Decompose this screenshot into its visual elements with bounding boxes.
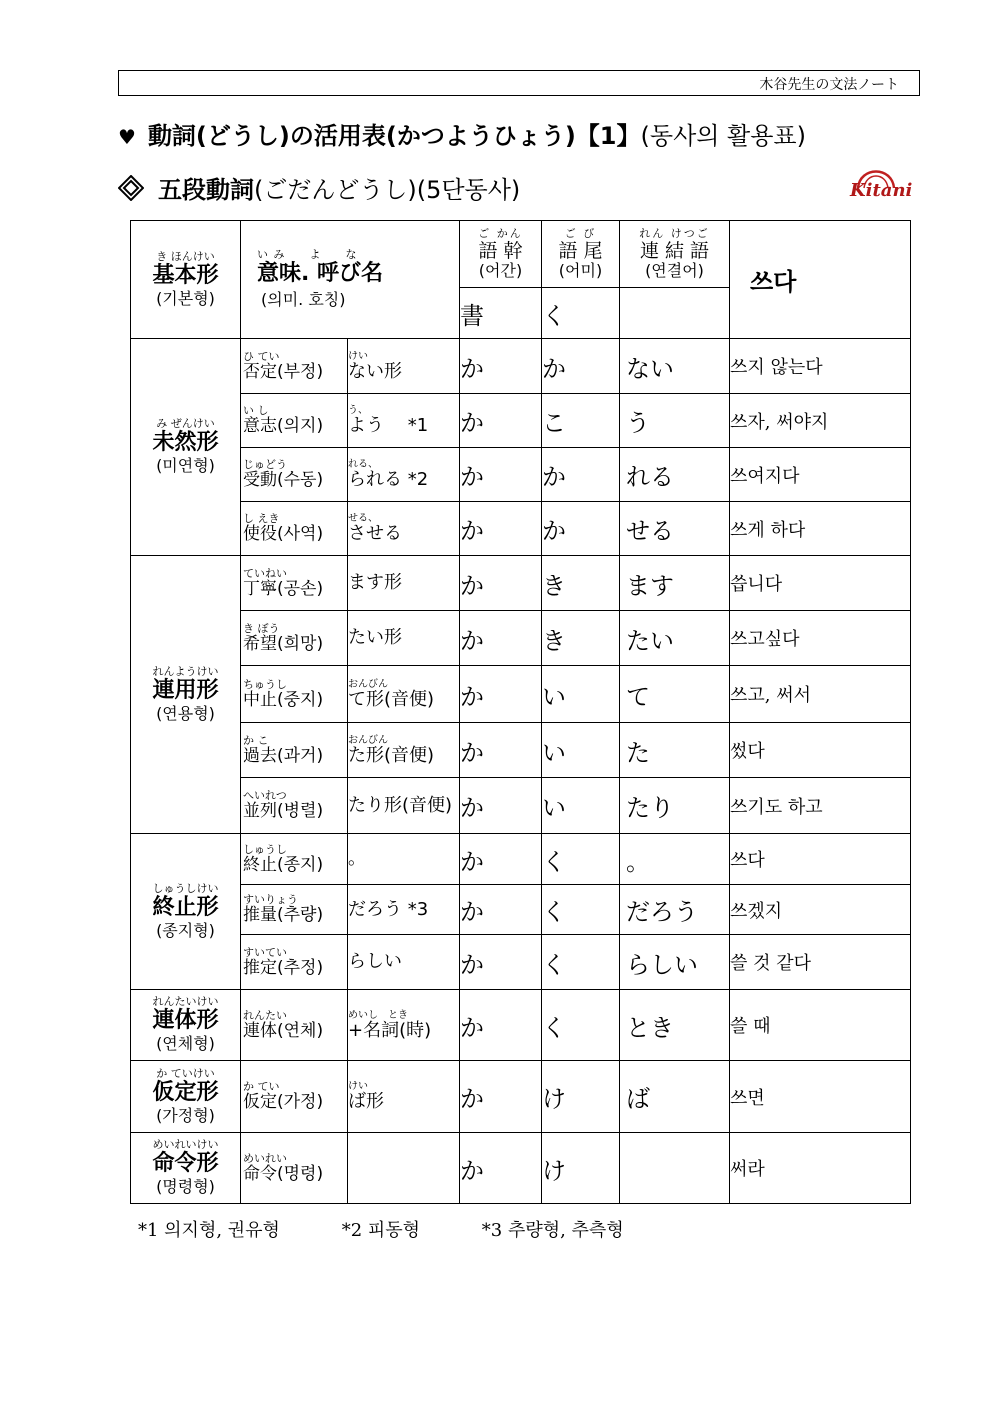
meaning-cell: し えき 使役(사역) [241, 502, 348, 556]
gobi-cell: き [542, 556, 620, 611]
meaning-cell: か てい 仮定(가정) [241, 1061, 348, 1133]
form-name-cell: れんたいけい 連体形 (연체형) [131, 990, 241, 1061]
header-imi: い み よ な 意味. 呼び名 (의미. 호칭) [241, 221, 460, 339]
header-note: 木谷先生の文法ノート [759, 77, 899, 93]
form-cell: けい ない形 [348, 339, 460, 394]
form-cell: めいし とき +名詞(時) [348, 990, 460, 1061]
korean-cell: 써라 [730, 1133, 911, 1204]
form-name-cell: しゅうしけい 終止形 (종지형) [131, 834, 241, 990]
gobi-cell: く [542, 834, 620, 885]
renketsu-cell: ない [620, 339, 730, 394]
korean-cell: 씁니다 [730, 556, 911, 611]
gokan-cell: か [460, 339, 542, 394]
section-title [118, 170, 520, 205]
gobi-cell: き [542, 611, 620, 666]
diamond-icon [118, 175, 144, 201]
footnote-3: *3 추량형, 추측형 [481, 1220, 624, 1241]
gokan-cell: か [460, 556, 542, 611]
korean-cell: 쓰고싶다 [730, 611, 911, 666]
form-cell: れる、 られる *2 [348, 448, 460, 502]
gobi-cell: く [542, 935, 620, 990]
form-cell [348, 1133, 460, 1204]
korean-cell: 썼다 [730, 723, 911, 778]
korean-cell: 쓰다 [730, 834, 911, 885]
renketsu-cell: たり [620, 778, 730, 834]
renketsu-cell: だろう [620, 885, 730, 935]
section-title-main: 五段動詞 [158, 176, 254, 204]
gobi-cell: け [542, 1133, 620, 1204]
gokan-cell: か [460, 885, 542, 935]
gobi-cell: か [542, 339, 620, 394]
form-name-cell: み ぜんけい 未然形 (미연형) [131, 339, 241, 556]
form-cell: らしい [348, 935, 460, 990]
renketsu-cell: ます [620, 556, 730, 611]
form-cell: 。 [348, 834, 460, 885]
renketsu-cell: た [620, 723, 730, 778]
stem-kanji: 書 [460, 288, 542, 339]
meaning-cell: い し 意志(의지) [241, 394, 348, 448]
form-cell: う、 よう *1 [348, 394, 460, 448]
gobi-cell: か [542, 448, 620, 502]
table-row [131, 990, 911, 1061]
gobi-cell: く [542, 885, 620, 935]
gokan-cell: か [460, 778, 542, 834]
gokan-cell: か [460, 611, 542, 666]
form-cell: だろう *3 [348, 885, 460, 935]
form-cell: けい ば形 [348, 1061, 460, 1133]
renketsu-cell [620, 1133, 730, 1204]
table-row [131, 935, 911, 990]
conjugation-table [130, 220, 911, 1204]
title-main: 動詞(どうし)の活用表(かつようひょう)【1】 [147, 122, 641, 150]
table-row [131, 394, 911, 448]
korean-cell: 쓸 것 같다 [730, 935, 911, 990]
meaning-cell: すいてい 推定(추정) [241, 935, 348, 990]
form-cell: ます形 [348, 556, 460, 611]
page-title [118, 116, 806, 151]
header-kihon: き ほんけい 基本形 (기본형) [131, 221, 241, 339]
meaning-cell: めいれい 命令(명령) [241, 1133, 348, 1204]
renketsu-cell: 。 [620, 834, 730, 885]
renketsu-cell: せる [620, 502, 730, 556]
form-cell: たり形(音便) [348, 778, 460, 834]
header-gobi: ご び 語 尾 (어미) [542, 221, 620, 288]
footnote-1: *1 의지형, 권유형 [138, 1220, 280, 1241]
gobi-cell: い [542, 666, 620, 723]
renketsu-cell: ば [620, 1061, 730, 1133]
gokan-cell: か [460, 502, 542, 556]
gobi-cell: か [542, 502, 620, 556]
gokan-cell: か [460, 448, 542, 502]
gokan-cell: か [460, 394, 542, 448]
renketsu-cell: う [620, 394, 730, 448]
gobi-cell: い [542, 778, 620, 834]
gokan-cell: か [460, 990, 542, 1061]
gokan-cell: か [460, 935, 542, 990]
form-name-cell: めいれいけい 命令形 (명령형) [131, 1133, 241, 1204]
table-row [131, 834, 911, 885]
korean-cell: 쓰고, 써서 [730, 666, 911, 723]
korean-cell: 쓰게 하다 [730, 502, 911, 556]
meaning-cell: へいれつ 並列(병렬) [241, 778, 348, 834]
section-title-reading: (ごだんどうし) [254, 176, 417, 204]
gobi-cell: い [542, 723, 620, 778]
korean-cell: 쓰겠지 [730, 885, 911, 935]
gokan-cell: か [460, 834, 542, 885]
gobi-cell: く [542, 990, 620, 1061]
meaning-cell: じゅどう 受動(수동) [241, 448, 348, 502]
gokan-cell: か [460, 1061, 542, 1133]
table-row [131, 339, 911, 394]
stem-ending: く [542, 288, 620, 339]
meaning-cell: れんたい 連体(연체) [241, 990, 348, 1061]
korean-cell: 쓰기도 하고 [730, 778, 911, 834]
logo-text: Kitani [850, 180, 913, 201]
gokan-cell: か [460, 723, 542, 778]
header-verb-korean: 쓰다 [730, 221, 911, 339]
renketsu-cell: たい [620, 611, 730, 666]
renketsu-cell: れる [620, 448, 730, 502]
korean-cell: 쓰여지다 [730, 448, 911, 502]
meaning-cell: き ぼう 希望(희망) [241, 611, 348, 666]
meaning-cell: しゅうし 終止(종지) [241, 834, 348, 885]
meaning-cell: ていねい 丁寧(공손) [241, 556, 348, 611]
gobi-cell: こ [542, 394, 620, 448]
table-row [131, 723, 911, 778]
table-row [131, 1061, 911, 1133]
form-cell: せる、 させる [348, 502, 460, 556]
meaning-cell: ひ てい 否定(부정) [241, 339, 348, 394]
meaning-cell: か こ 過去(과거) [241, 723, 348, 778]
stem-empty [620, 288, 730, 339]
meaning-cell: ちゅうし 中止(중지) [241, 666, 348, 723]
form-cell: おんびん た形(音便) [348, 723, 460, 778]
renketsu-cell: て [620, 666, 730, 723]
table-row [131, 666, 911, 723]
table-row [131, 556, 911, 611]
table-row [131, 611, 911, 666]
renketsu-cell: らしい [620, 935, 730, 990]
gokan-cell: か [460, 666, 542, 723]
table-row [131, 778, 911, 834]
kitani-logo [850, 160, 913, 208]
title-korean: (동사의 활용표) [640, 122, 806, 150]
meaning-cell: すいりょう 推量(추량) [241, 885, 348, 935]
header-note-box [118, 70, 920, 96]
form-name-cell: れんようけい 連用形 (연용형) [131, 556, 241, 834]
table-row [131, 1133, 911, 1204]
korean-cell: 쓰면 [730, 1061, 911, 1133]
form-name-cell: か ていけい 仮定形 (가정형) [131, 1061, 241, 1133]
table-row [131, 448, 911, 502]
form-cell: たい形 [348, 611, 460, 666]
gokan-cell: か [460, 1133, 542, 1204]
footnotes [138, 1216, 680, 1242]
korean-cell: 쓰자, 써야지 [730, 394, 911, 448]
header-gokan: ご かん 語 幹 (어간) [460, 221, 542, 288]
table-row [131, 885, 911, 935]
section-title-korean: (5단동사) [416, 176, 521, 204]
korean-cell: 쓰지 않는다 [730, 339, 911, 394]
korean-cell: 쓸 때 [730, 990, 911, 1061]
form-cell: おんびん て形(音便) [348, 666, 460, 723]
header-renketsu: れん けつご 連 結 語 (연결어) [620, 221, 730, 288]
footnote-2: *2 피동형 [341, 1220, 421, 1241]
renketsu-cell: とき [620, 990, 730, 1061]
heart-icon: ♥ [118, 125, 136, 149]
gobi-cell: け [542, 1061, 620, 1133]
table-row [131, 502, 911, 556]
